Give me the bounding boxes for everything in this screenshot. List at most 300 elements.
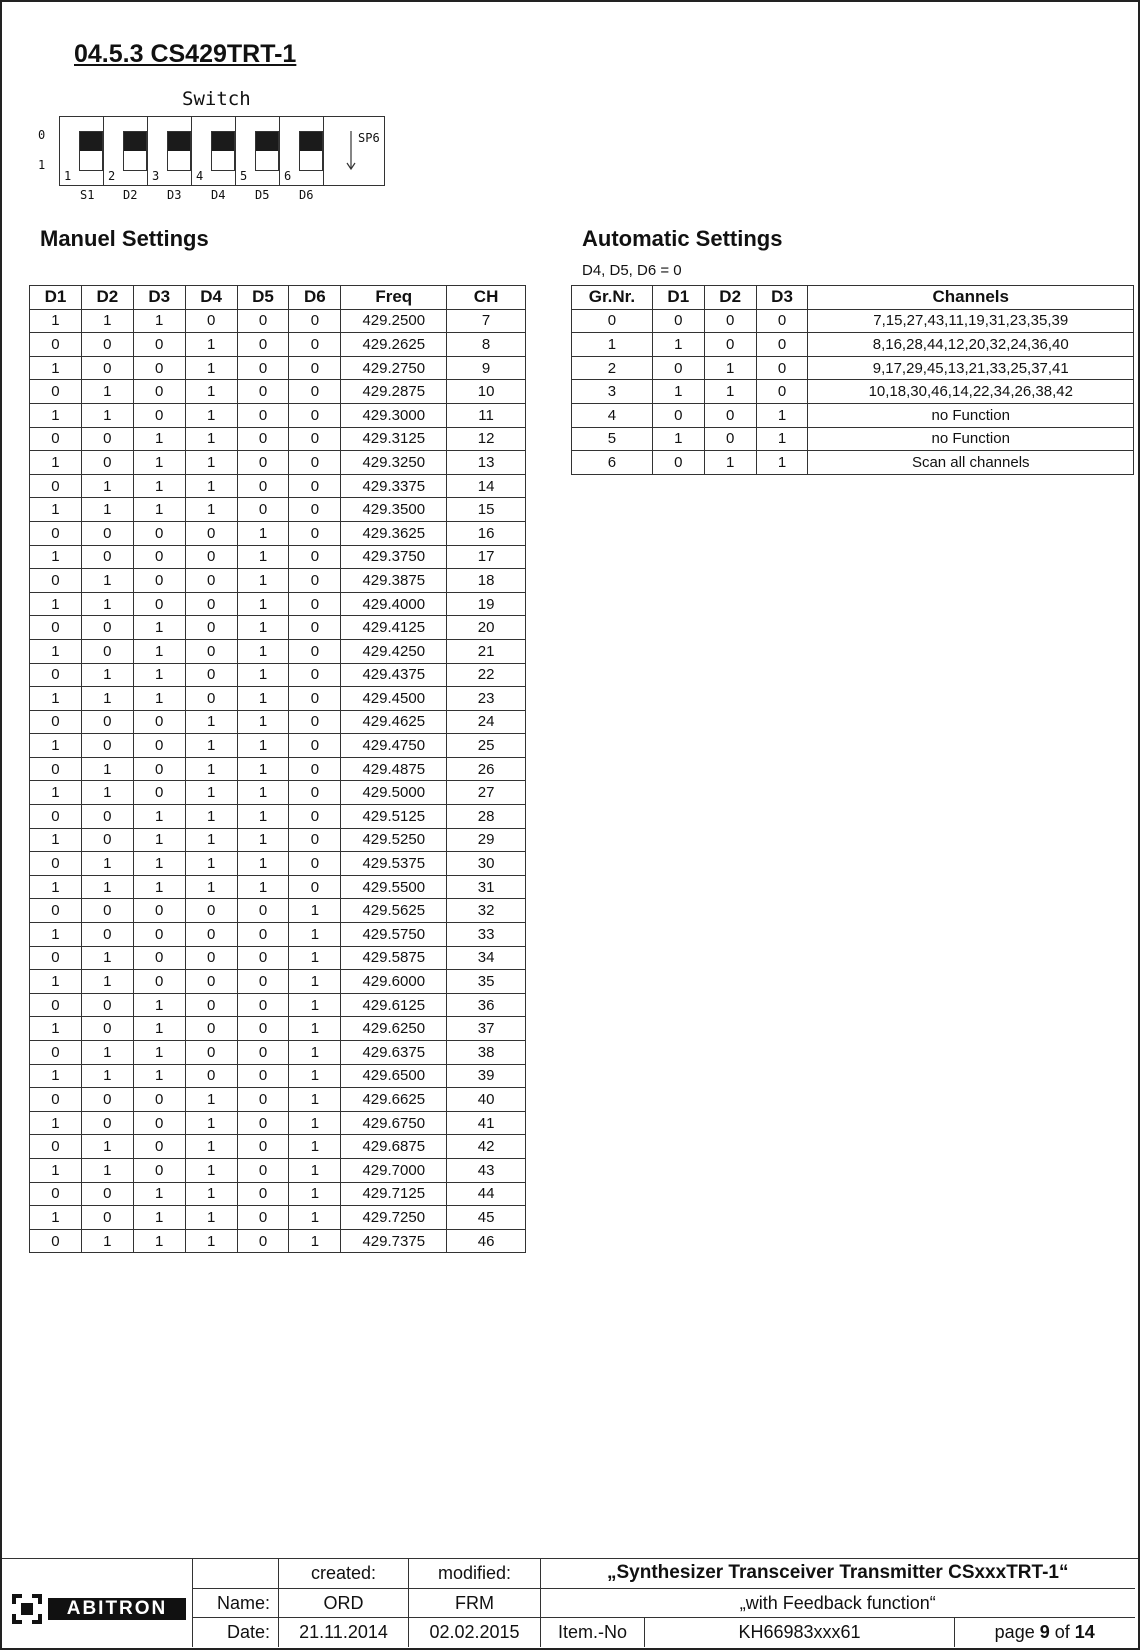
name-label: Name:	[193, 1588, 279, 1618]
table-cell: 1	[30, 828, 82, 852]
table-cell: 0	[81, 639, 133, 663]
table-cell: 1	[237, 710, 289, 734]
table-cell: 44	[447, 1182, 526, 1206]
table-cell: 429.5875	[341, 946, 447, 970]
table-cell: 1	[133, 451, 185, 475]
table-cell: 1	[133, 1206, 185, 1230]
table-cell: 30	[447, 852, 526, 876]
table-cell: 0	[237, 356, 289, 380]
table-cell: 0	[756, 309, 808, 333]
table-cell: 1	[30, 403, 82, 427]
table-cell: 0	[185, 1064, 237, 1088]
table-cell: 0	[756, 333, 808, 357]
table-cell: 0	[81, 356, 133, 380]
table-cell: 1	[652, 380, 704, 404]
table-cell: 1	[30, 1017, 82, 1041]
table-cell: 0	[185, 569, 237, 593]
table-cell: 36	[447, 993, 526, 1017]
table-cell: 1	[756, 427, 808, 451]
sp-label: SP6	[358, 131, 380, 145]
table-cell: 1	[81, 592, 133, 616]
table-row	[30, 498, 526, 522]
table-cell: 429.5250	[341, 828, 447, 852]
table-cell: 10,18,30,46,14,22,34,26,38,42	[808, 380, 1134, 404]
table-row	[30, 1182, 526, 1206]
table-cell: 1	[133, 663, 185, 687]
table-cell: 1	[185, 1158, 237, 1182]
table-cell: 0	[185, 639, 237, 663]
created-name: ORD	[279, 1588, 409, 1618]
dip-switch-knob	[79, 131, 103, 171]
table-cell: 0	[81, 805, 133, 829]
switch-label: D2	[123, 188, 138, 202]
table-cell: 8	[447, 333, 526, 357]
table-cell: 1	[237, 757, 289, 781]
table-cell: 0	[289, 828, 341, 852]
table-cell: 1	[30, 545, 82, 569]
table-row	[30, 380, 526, 404]
table-cell: 1	[289, 1064, 341, 1088]
table-row	[30, 356, 526, 380]
table-cell: 1	[81, 403, 133, 427]
table-cell: 429.5750	[341, 923, 447, 947]
table-cell: 0	[133, 356, 185, 380]
dip-switch-knob	[167, 131, 191, 171]
table-cell: 0	[572, 309, 653, 333]
dip-switch-knob	[255, 131, 279, 171]
table-cell: 0	[81, 616, 133, 640]
date-label: Date:	[193, 1618, 279, 1647]
table-cell: 32	[447, 899, 526, 923]
table-cell: 1	[237, 687, 289, 711]
table-cell: 0	[652, 309, 704, 333]
table-cell: 0	[289, 663, 341, 687]
manual-settings-title: Manuel Settings	[40, 226, 209, 251]
table-cell: 0	[289, 710, 341, 734]
table-cell: 0	[81, 1206, 133, 1230]
table-cell: 1	[289, 1229, 341, 1253]
table-cell: 0	[133, 592, 185, 616]
table-row	[30, 451, 526, 475]
column-header: Freq	[341, 286, 447, 310]
table-cell: 1	[289, 946, 341, 970]
table-row	[30, 1206, 526, 1230]
table-cell: 429.4125	[341, 616, 447, 640]
table-cell: 0	[289, 875, 341, 899]
table-cell: 0	[237, 427, 289, 451]
dip-switch-number: 1	[64, 169, 72, 183]
table-cell: 0	[81, 333, 133, 357]
table-cell: 0	[30, 757, 82, 781]
table-cell: 0	[237, 333, 289, 357]
table-row	[30, 946, 526, 970]
table-cell: 1	[133, 498, 185, 522]
table-cell: 1	[289, 1088, 341, 1112]
table-cell: 0	[237, 1229, 289, 1253]
table-cell: 0	[237, 970, 289, 994]
table-cell: 13	[447, 451, 526, 475]
created-label: created:	[279, 1559, 409, 1588]
table-cell: 1	[185, 710, 237, 734]
table-cell: 20	[447, 616, 526, 640]
table-cell: 3	[572, 380, 653, 404]
table-cell: 1	[133, 427, 185, 451]
table-cell: 0	[133, 970, 185, 994]
table-cell: 0	[237, 899, 289, 923]
table-cell: 0	[30, 1135, 82, 1159]
table-cell: 0	[756, 380, 808, 404]
table-cell: 429.7000	[341, 1158, 447, 1182]
table-cell: 1	[289, 970, 341, 994]
table-cell: 0	[237, 403, 289, 427]
table-cell: 0	[30, 1229, 82, 1253]
table-cell: 0	[133, 569, 185, 593]
table-cell: 0	[133, 710, 185, 734]
column-header: Gr.Nr.	[572, 286, 653, 310]
table-row	[572, 451, 1134, 475]
table-cell: 9,17,29,45,13,21,33,25,37,41	[808, 356, 1134, 380]
table-cell: 1	[81, 781, 133, 805]
table-row	[30, 1229, 526, 1253]
table-cell: 1	[133, 616, 185, 640]
table-cell: 0	[289, 380, 341, 404]
table-cell: 0	[237, 1206, 289, 1230]
table-cell: 0	[289, 757, 341, 781]
table-cell: 1	[237, 639, 289, 663]
dip-switch-knob	[123, 131, 147, 171]
table-cell: 1	[704, 356, 756, 380]
table-cell: 0	[237, 1017, 289, 1041]
table-cell: 429.2500	[341, 309, 447, 333]
table-cell: 429.6375	[341, 1041, 447, 1065]
table-cell: 37	[447, 1017, 526, 1041]
table-cell: 1	[133, 687, 185, 711]
table-row	[572, 356, 1134, 380]
table-cell: 0	[185, 663, 237, 687]
table-cell: 429.6250	[341, 1017, 447, 1041]
table-cell: 0	[30, 710, 82, 734]
automatic-settings-note: D4, D5, D6 = 0	[582, 262, 682, 279]
abitron-logo	[12, 1594, 186, 1624]
table-cell: 0	[81, 1088, 133, 1112]
table-cell: 1	[185, 1111, 237, 1135]
table-cell: 1	[133, 309, 185, 333]
table-cell: 0	[237, 1182, 289, 1206]
table-cell: 429.3750	[341, 545, 447, 569]
table-cell: 1	[185, 356, 237, 380]
table-cell: 1	[30, 498, 82, 522]
sp-marker	[344, 129, 384, 179]
table-cell: 0	[30, 946, 82, 970]
table-cell: 1	[289, 923, 341, 947]
table-cell: 0	[81, 710, 133, 734]
table-cell: 1	[289, 1158, 341, 1182]
table-cell: 1	[289, 1041, 341, 1065]
table-row	[30, 805, 526, 829]
table-cell: 0	[81, 1182, 133, 1206]
table-cell: 1	[81, 663, 133, 687]
table-cell: 0	[81, 993, 133, 1017]
table-cell: 12	[447, 427, 526, 451]
table-cell: 1	[30, 309, 82, 333]
table-cell: 1	[30, 639, 82, 663]
table-cell: 0	[185, 993, 237, 1017]
dip-switch-3	[148, 117, 192, 185]
table-cell: 4	[572, 403, 653, 427]
table-cell: 0	[30, 1041, 82, 1065]
table-cell: 1	[185, 1182, 237, 1206]
page-indicator	[955, 1618, 1135, 1647]
table-cell: 1	[756, 403, 808, 427]
table-cell: 0	[237, 474, 289, 498]
column-header: D2	[81, 286, 133, 310]
footer-table	[192, 1559, 1135, 1647]
table-row	[30, 734, 526, 758]
table-cell: 429.3375	[341, 474, 447, 498]
page-of: of	[1054, 1622, 1070, 1643]
table-cell: 0	[652, 403, 704, 427]
table-cell: 1	[81, 569, 133, 593]
table-cell: 0	[289, 403, 341, 427]
table-cell: 1	[30, 781, 82, 805]
table-row	[30, 1158, 526, 1182]
table-cell: 0	[185, 687, 237, 711]
column-header: D3	[756, 286, 808, 310]
table-cell: 0	[30, 569, 82, 593]
logo-wordmark: ABITRON	[48, 1598, 186, 1620]
table-cell: 6	[572, 451, 653, 475]
table-cell: 0	[30, 333, 82, 357]
table-cell: 1	[133, 1041, 185, 1065]
table-row	[30, 616, 526, 640]
table-cell: 1	[185, 828, 237, 852]
page-total: 14	[1074, 1622, 1095, 1643]
table-cell: 0	[30, 1088, 82, 1112]
table-cell: 0	[289, 592, 341, 616]
table-cell: 429.6750	[341, 1111, 447, 1135]
table-cell: 429.2875	[341, 380, 447, 404]
table-cell: 0	[237, 1135, 289, 1159]
table-cell: 41	[447, 1111, 526, 1135]
table-cell: 1	[185, 757, 237, 781]
table-cell: 0	[652, 356, 704, 380]
table-cell: 0	[185, 309, 237, 333]
table-cell: 14	[447, 474, 526, 498]
table-cell: 0	[81, 923, 133, 947]
switch-label: D6	[299, 188, 314, 202]
table-row	[572, 380, 1134, 404]
table-cell: 429.4875	[341, 757, 447, 781]
table-cell: 28	[447, 805, 526, 829]
table-cell: 1	[185, 403, 237, 427]
table-cell: 0	[185, 1017, 237, 1041]
table-cell: 1	[133, 639, 185, 663]
table-cell: no Function	[808, 427, 1134, 451]
table-cell: 1	[652, 333, 704, 357]
table-cell: 1	[289, 1111, 341, 1135]
table-cell: 429.7375	[341, 1229, 447, 1253]
table-cell: 45	[447, 1206, 526, 1230]
table-cell: 0	[237, 1158, 289, 1182]
table-cell: 0	[133, 781, 185, 805]
table-cell: 0	[133, 1088, 185, 1112]
table-cell: 0	[133, 545, 185, 569]
table-cell: 0	[289, 781, 341, 805]
table-cell: 18	[447, 569, 526, 593]
table-cell: 1	[30, 687, 82, 711]
table-cell: 1	[704, 380, 756, 404]
table-cell: 429.3250	[341, 451, 447, 475]
table-row	[30, 569, 526, 593]
table-cell: 1	[237, 592, 289, 616]
table-cell: 1	[289, 1135, 341, 1159]
table-cell: 429.3125	[341, 427, 447, 451]
table-cell: 1	[133, 828, 185, 852]
table-row	[30, 474, 526, 498]
table-cell: 0	[185, 616, 237, 640]
table-cell: 1	[30, 734, 82, 758]
table-cell: 1	[133, 1017, 185, 1041]
table-cell: 0	[81, 899, 133, 923]
logo-icon	[12, 1594, 42, 1624]
table-cell: 0	[237, 1064, 289, 1088]
table-cell: 7,15,27,43,11,19,31,23,35,39	[808, 309, 1134, 333]
table-cell: 0	[237, 380, 289, 404]
table-row	[30, 639, 526, 663]
table-cell: 0	[133, 403, 185, 427]
table-cell: 0	[185, 545, 237, 569]
table-cell: Scan all channels	[808, 451, 1134, 475]
created-date: 21.11.2014	[279, 1618, 409, 1647]
table-cell: 0	[289, 639, 341, 663]
table-cell: 429.7250	[341, 1206, 447, 1230]
table-cell: 1	[185, 333, 237, 357]
table-row	[30, 1041, 526, 1065]
table-cell: 0	[289, 451, 341, 475]
table-row	[30, 899, 526, 923]
table-cell: 1	[652, 427, 704, 451]
arrow-down-icon	[344, 129, 358, 175]
table-cell: 1	[81, 1041, 133, 1065]
table-cell: 0	[133, 734, 185, 758]
table-cell: 0	[237, 993, 289, 1017]
dip-switch-number: 6	[284, 169, 292, 183]
column-header: D5	[237, 286, 289, 310]
table-cell: 1	[185, 875, 237, 899]
table-cell: 1	[30, 356, 82, 380]
table-cell: 38	[447, 1041, 526, 1065]
table-cell: 19	[447, 592, 526, 616]
column-header: D1	[652, 286, 704, 310]
column-header: D6	[289, 286, 341, 310]
table-cell: 2	[572, 356, 653, 380]
table-row	[30, 663, 526, 687]
table-cell: 0	[81, 545, 133, 569]
table-cell: 1	[289, 993, 341, 1017]
table-cell: 0	[289, 427, 341, 451]
table-cell: 1	[237, 781, 289, 805]
table-cell: 1	[81, 1229, 133, 1253]
table-cell: 0	[237, 923, 289, 947]
table-cell: 0	[133, 1135, 185, 1159]
table-cell: 1	[81, 1064, 133, 1088]
table-cell: 35	[447, 970, 526, 994]
table-cell: 1	[30, 970, 82, 994]
table-row	[30, 1064, 526, 1088]
table-row	[30, 333, 526, 357]
table-cell: 7	[447, 309, 526, 333]
table-cell: 429.2625	[341, 333, 447, 357]
table-cell: 1	[185, 1229, 237, 1253]
table-cell: 1	[237, 734, 289, 758]
column-header: D3	[133, 286, 185, 310]
table-cell: 1	[237, 828, 289, 852]
table-cell: 24	[447, 710, 526, 734]
table-row	[30, 710, 526, 734]
table-cell: 1	[185, 1088, 237, 1112]
footer-title-block	[2, 1558, 1138, 1649]
table-cell: 0	[30, 993, 82, 1017]
table-cell: 1	[185, 734, 237, 758]
switch-state-1-label: 1	[38, 158, 46, 172]
table-cell: 1	[237, 545, 289, 569]
table-cell: 0	[81, 734, 133, 758]
table-cell: 0	[30, 616, 82, 640]
table-cell: 1	[237, 616, 289, 640]
table-cell: 0	[237, 451, 289, 475]
table-cell: 0	[185, 946, 237, 970]
table-cell: 0	[133, 380, 185, 404]
manual-settings-table	[29, 285, 526, 1253]
table-cell: 1	[30, 875, 82, 899]
table-cell: 0	[289, 309, 341, 333]
table-cell: 1	[185, 805, 237, 829]
table-cell: 429.5500	[341, 875, 447, 899]
table-cell: 0	[185, 970, 237, 994]
table-cell: 0	[81, 521, 133, 545]
table-cell: 0	[704, 309, 756, 333]
table-cell: 0	[81, 427, 133, 451]
table-cell: 429.4500	[341, 687, 447, 711]
table-cell: 21	[447, 639, 526, 663]
dip-switch-6	[280, 117, 324, 185]
table-cell: 1	[237, 663, 289, 687]
table-cell: 1	[289, 1206, 341, 1230]
table-row	[30, 545, 526, 569]
automatic-settings-title: Automatic Settings	[582, 226, 783, 251]
table-cell: 1	[237, 569, 289, 593]
dip-switch-2	[104, 117, 148, 185]
item-number: KH66983xxx61	[645, 1618, 955, 1647]
table-cell: 0	[237, 1088, 289, 1112]
table-row	[572, 427, 1134, 451]
table-cell: 429.5625	[341, 899, 447, 923]
table-row	[30, 923, 526, 947]
table-cell: 1	[185, 498, 237, 522]
table-cell: 1	[185, 380, 237, 404]
table-cell: 429.5125	[341, 805, 447, 829]
table-cell: 0	[289, 498, 341, 522]
table-cell: 0	[133, 757, 185, 781]
table-cell: 1	[81, 474, 133, 498]
table-cell: 1	[704, 451, 756, 475]
table-cell: 1	[30, 1158, 82, 1182]
table-cell: 0	[133, 923, 185, 947]
table-cell: 429.3500	[341, 498, 447, 522]
table-cell: 0	[289, 805, 341, 829]
table-cell: 429.6500	[341, 1064, 447, 1088]
table-cell: 0	[289, 333, 341, 357]
